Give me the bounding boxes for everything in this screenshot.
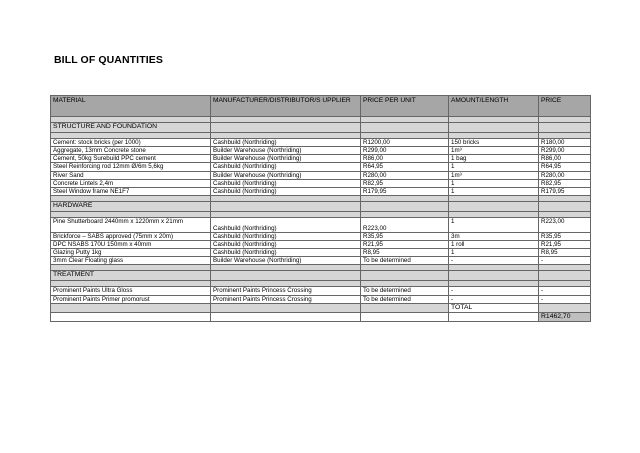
cell-amount: 1 <box>449 179 539 187</box>
grand-total-row <box>51 312 591 321</box>
grand-total-value: R1462,70 <box>539 312 591 321</box>
table-row <box>51 139 591 147</box>
total-row <box>51 303 591 312</box>
cell-amount: - <box>449 295 539 303</box>
cell-amount: - <box>449 257 539 265</box>
document-title: BILL OF QUANTITIES <box>54 54 163 66</box>
cell-price: R180,00 <box>539 139 591 147</box>
cell-supplier: Builder Warehouse (Northriding) <box>211 147 361 155</box>
header-amount-length: AMOUNT/LENGTH <box>449 96 539 117</box>
cell-amount: 1 roll <box>449 241 539 249</box>
cell-material: Steel Window frame NE1F7 <box>51 187 211 195</box>
cell-material: Cement: stock bricks (per 1000) <box>51 139 211 147</box>
cell-price: R280,00 <box>539 171 591 179</box>
cell-supplier: Cashbuild (Northriding) <box>211 241 361 249</box>
table-row <box>51 217 591 232</box>
cell-supplier: Builder Warehouse (Northriding) <box>211 155 361 163</box>
table-row <box>51 249 591 257</box>
cell-price-per-unit: R21,95 <box>361 241 449 249</box>
cell-supplier: Cashbuild (Northriding) <box>211 232 361 240</box>
cell-material: 3mm Clear Floating glass <box>51 257 211 265</box>
cell-price-per-unit: R179,95 <box>361 187 449 195</box>
cell-supplier: Cashbuild (Northriding) <box>211 249 361 257</box>
section-row-structure <box>51 123 591 133</box>
cell-amount: 1 bag <box>449 155 539 163</box>
section-title: TREATMENT <box>51 271 211 281</box>
cell-amount: 1 <box>449 163 539 171</box>
cell-price-per-unit: R223,00 <box>361 217 449 232</box>
header-material: MATERIAL <box>51 96 211 117</box>
cell-material: Steel Reinforcing rod 12mm Ø/6m 5,6kg <box>51 163 211 171</box>
cell-price-per-unit: To be determined <box>361 257 449 265</box>
cell-price: R21,95 <box>539 241 591 249</box>
cell-amount: 150 bricks <box>449 139 539 147</box>
header-price: PRICE <box>539 96 591 117</box>
section-title: HARDWARE <box>51 201 211 211</box>
cell-amount: 3m <box>449 232 539 240</box>
cell-supplier: Cashbuild (Northriding) <box>211 217 361 232</box>
table-header-row <box>51 96 591 117</box>
header-price-per-unit: PRICE PER UNIT <box>361 96 449 117</box>
cell-amount: 1m³ <box>449 171 539 179</box>
table-row <box>51 257 591 265</box>
table-row <box>51 163 591 171</box>
table-row <box>51 147 591 155</box>
cell-amount: 1 <box>449 217 539 232</box>
cell-material: Concrete Lintels 2,4m <box>51 179 211 187</box>
cell-price-per-unit: R35,95 <box>361 232 449 240</box>
cell-price: R64,95 <box>539 163 591 171</box>
table-row <box>51 171 591 179</box>
cell-supplier: Cashbuild (Northriding) <box>211 139 361 147</box>
total-label: TOTAL <box>449 303 539 312</box>
cell-supplier: Prominent Paints Princess Crossing <box>211 287 361 295</box>
bill-of-quantities-table <box>50 95 591 322</box>
cell-price: - <box>539 257 591 265</box>
section-row-hardware <box>51 201 591 211</box>
cell-material: Cement, 50kg Surebuild PPC cement <box>51 155 211 163</box>
cell-price: R223,00 <box>539 217 591 232</box>
table-row <box>51 232 591 240</box>
table-body <box>51 117 591 322</box>
cell-material: Glazing Putty 1kg <box>51 249 211 257</box>
table-row <box>51 241 591 249</box>
cell-supplier: Cashbuild (Northriding) <box>211 179 361 187</box>
table-row <box>51 287 591 295</box>
cell-material: Prominent Paints Primer promorust <box>51 295 211 303</box>
cell-material: Prominent Paints Ultra Gloss <box>51 287 211 295</box>
cell-amount: 1 <box>449 187 539 195</box>
section-row-treatment <box>51 271 591 281</box>
cell-supplier: Cashbuild (Northriding) <box>211 163 361 171</box>
cell-price-per-unit: R82,95 <box>361 179 449 187</box>
cell-price: - <box>539 287 591 295</box>
cell-material: River Sand <box>51 171 211 179</box>
cell-amount: 1m³ <box>449 147 539 155</box>
cell-supplier: Prominent Paints Princess Crossing <box>211 295 361 303</box>
cell-price: R82,95 <box>539 179 591 187</box>
cell-material: DPC NSABS 170U 150mm x 40mm <box>51 241 211 249</box>
cell-price: R8,95 <box>539 249 591 257</box>
table-row <box>51 179 591 187</box>
table-row <box>51 295 591 303</box>
cell-supplier: Builder Warehouse (Northriding) <box>211 257 361 265</box>
cell-supplier: Cashbuild (Northriding) <box>211 187 361 195</box>
cell-price-per-unit: R64,95 <box>361 163 449 171</box>
section-title: STRUCTURE AND FOUNDATION <box>51 123 211 133</box>
cell-price: R299,00 <box>539 147 591 155</box>
cell-price: R35,95 <box>539 232 591 240</box>
cell-price: R179,95 <box>539 187 591 195</box>
cell-amount: - <box>449 287 539 295</box>
table-row <box>51 187 591 195</box>
cell-material: Aggregate, 13mm Concrete stone <box>51 147 211 155</box>
cell-supplier: Builder Warehouse (Northriding) <box>211 171 361 179</box>
cell-price-per-unit: R86,00 <box>361 155 449 163</box>
cell-amount: 1 <box>449 249 539 257</box>
cell-price-per-unit: To be determined <box>361 287 449 295</box>
cell-price: R86,00 <box>539 155 591 163</box>
cell-material: Pine Shutterboard 2440mm x 1220mm x 21mm <box>51 217 211 232</box>
cell-price-per-unit: To be determined <box>361 295 449 303</box>
cell-price: - <box>539 295 591 303</box>
cell-price-per-unit: R8,95 <box>361 249 449 257</box>
header-supplier: MANUFACTURER/DISTRIBUTOR/S UPPLIER <box>211 96 361 117</box>
cell-price-per-unit: R299,00 <box>361 147 449 155</box>
table-row <box>51 155 591 163</box>
cell-price-per-unit: R280,00 <box>361 171 449 179</box>
cell-price-per-unit: R1200,00 <box>361 139 449 147</box>
cell-material: Brickforce – SABS approved (75mm x 20m) <box>51 232 211 240</box>
